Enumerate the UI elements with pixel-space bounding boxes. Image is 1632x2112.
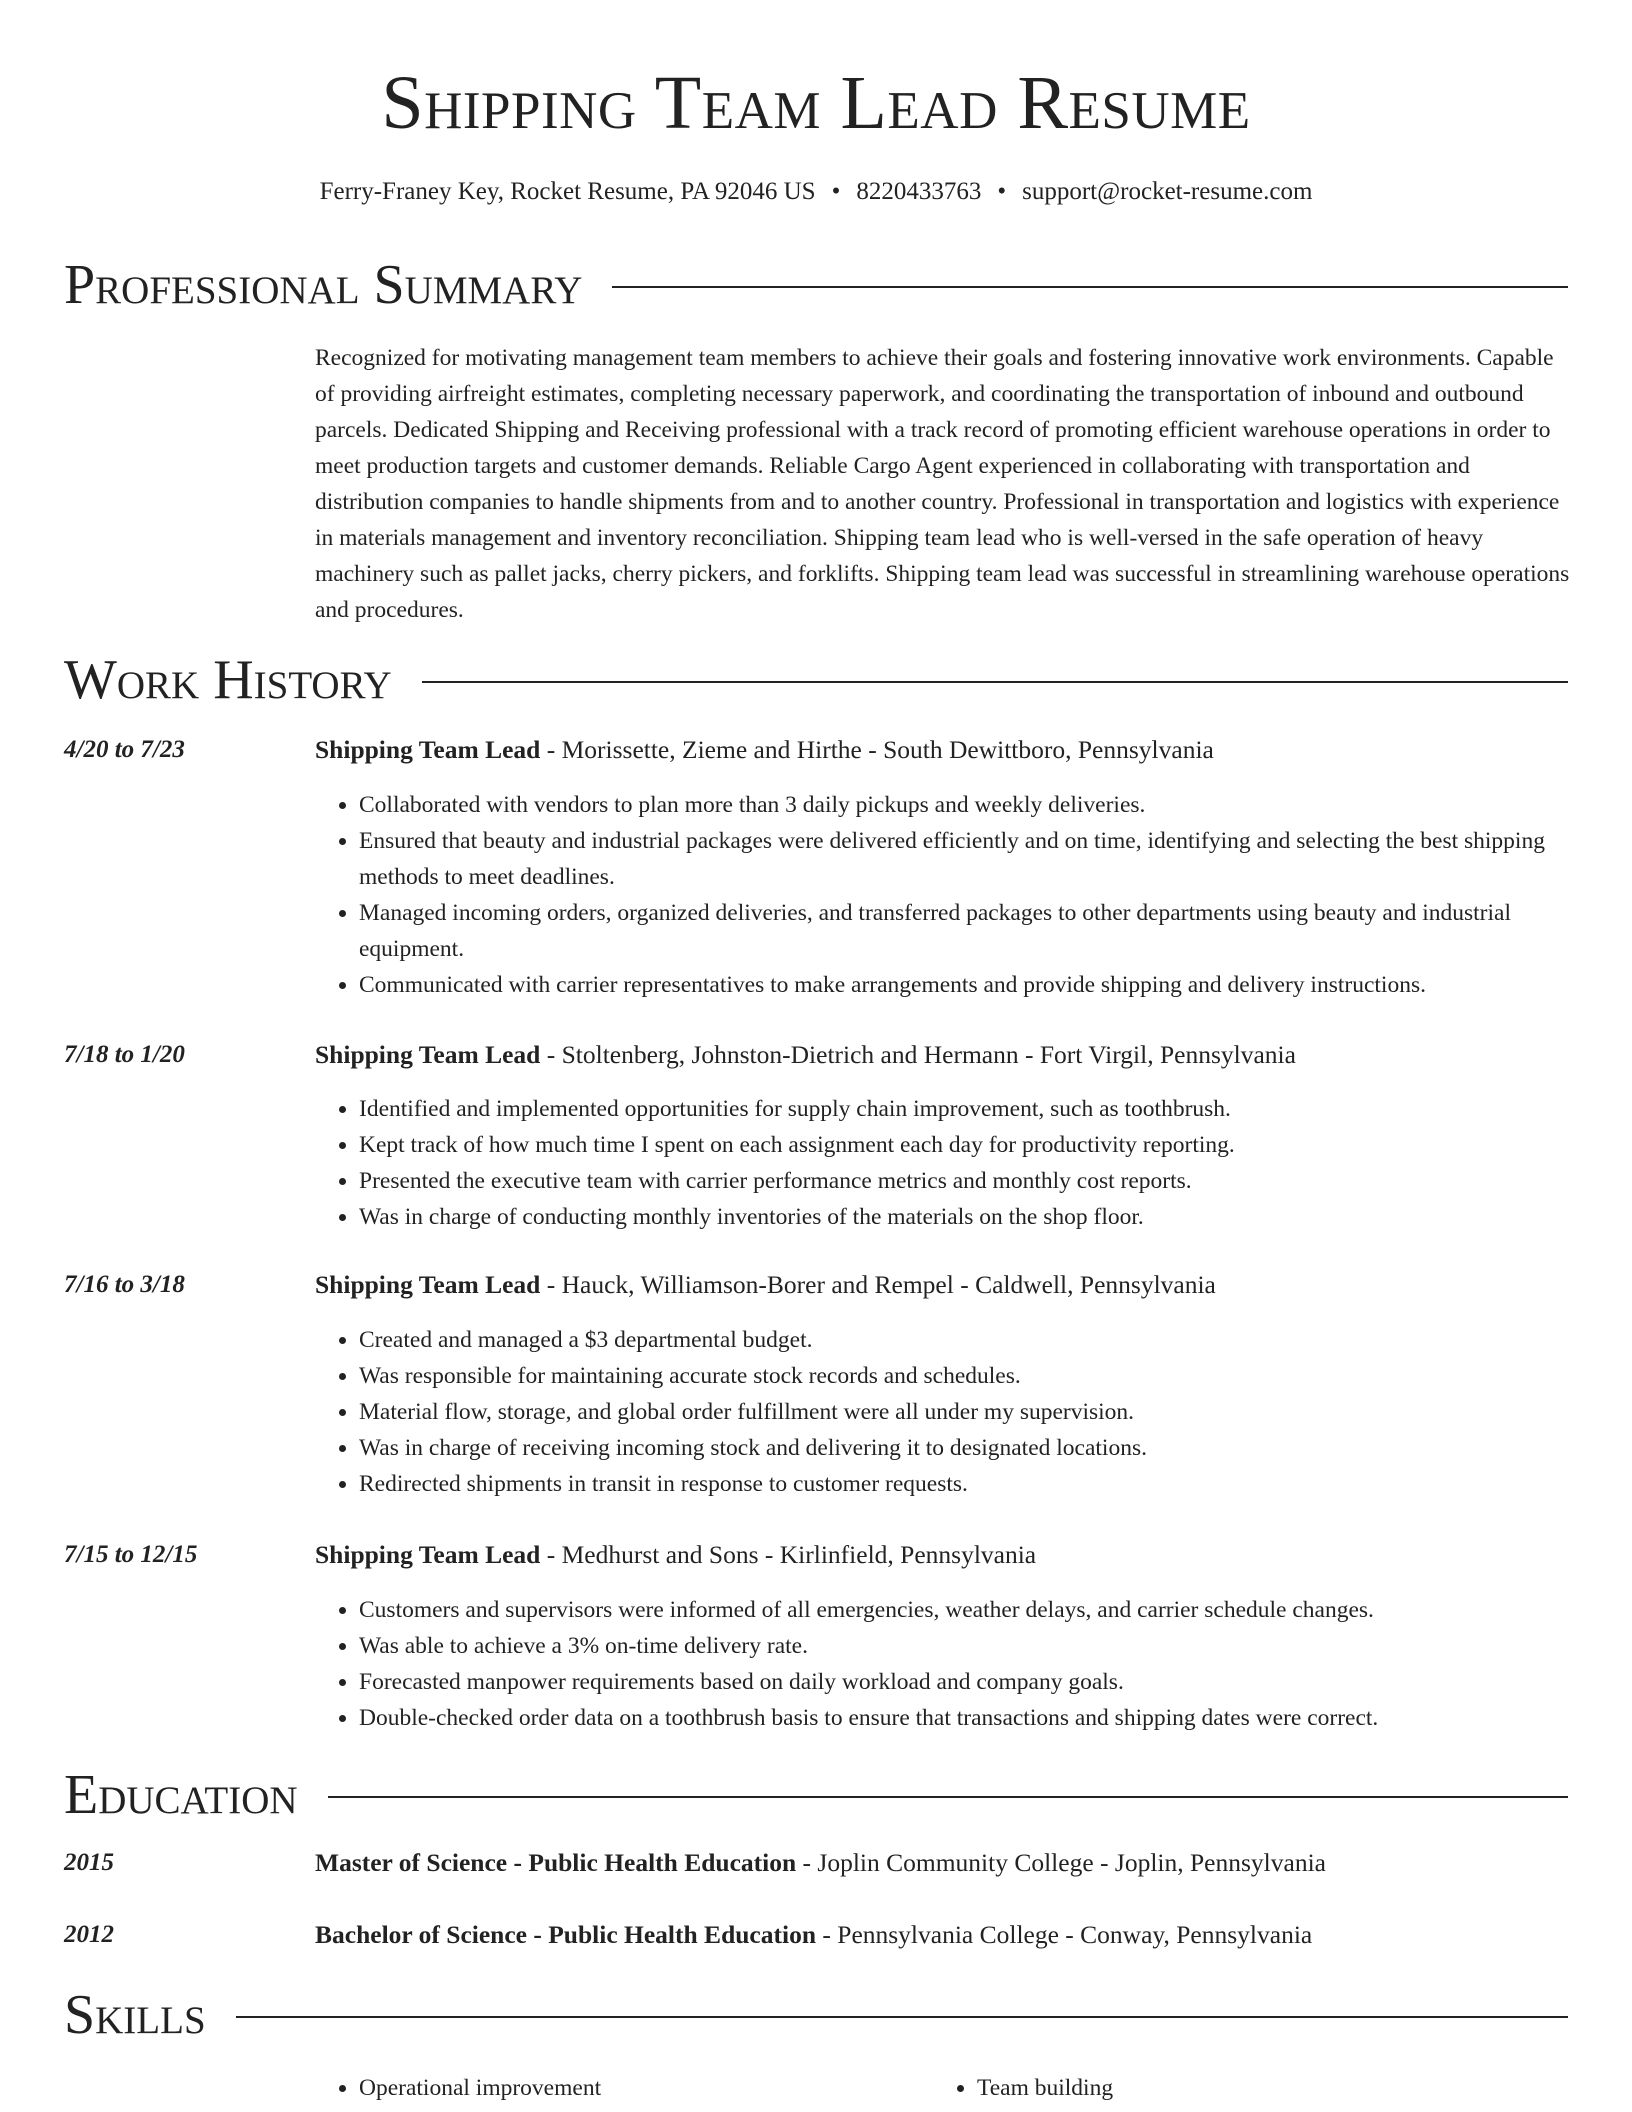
bullet-item: • Presented the executive team with carrier performance metrics and monthly cost reports. [359,1163,1570,1199]
job-dates: 7/15 to 12/15 [64,1541,198,1568]
bullet-item: • Was responsible for maintaining accurate stock records and schedules. [359,1358,1570,1394]
job-bullets [315,1322,1570,1502]
section-header-skills [64,1982,1568,2048]
contact-line [0,175,1632,209]
bullet-item: • Created and managed a $3 departmental budget. [359,1322,1570,1358]
education-school: - Pennsylvania College - Conway, Pennsylvania [816,1920,1313,1949]
section-divider [612,286,1568,288]
job-employer: - Hauck, Williamson-Borer and Rempel - Caldwell, Pennsylvania [540,1270,1216,1299]
bullet-item: • Was able to achieve a 3% on-time delivery rate. [359,1628,1570,1664]
bullet-item: • Collaborated with vendors to plan more than 3 daily pickups and weekly deliveries. [359,787,1570,823]
section-header-summary [64,252,1568,318]
education-entry [315,1846,1570,1880]
section-divider [422,681,1568,683]
job-employer: - Morissette, Zieme and Hirthe - South Dewittboro, Pennsylvania [540,735,1214,764]
section-divider [236,2016,1568,2018]
job-title: Shipping Team Lead [315,1040,541,1069]
job-heading [315,733,1570,767]
education-year: 2012 [64,1921,114,1948]
bullet-item: • Was in charge of receiving incoming stock and delivering it to designated locations. [359,1430,1570,1466]
education-entry [315,1918,1570,1952]
summary-text: Recognized for motivating management team members to achieve their goals and fostering innovative work environments. Capable of providing airfreight estimates, completing necessary paperwork, and coordinating the transportation of inbound and outbound parcels. Dedicated Shipping and Receiving professional with a track record of promoting efficient warehouse operations in order to meet production targets and customer demands. Reliable Cargo Agent experienced in collaborating with transportation and distribution companies to handle shipments from and to another country. Professional in transportation and logistics with experience in materials management and inventory reconciliation. Shipping team lead who is well-versed in the safe operation of heavy machinery such as pallet jacks, cherry pickers, and forklifts. Shipping team lead was successful in streamlining warehouse operations and procedures. [315,345,1570,623]
section-title-education: Education [64,1764,298,1826]
job-bullets [315,787,1570,1003]
education-year: 2015 [64,1849,114,1876]
job-dates: 4/20 to 7/23 [64,736,185,763]
resume-title: Shipping Team Lead Resume [381,61,1251,145]
bullet-item: • Forecasted manpower requirements based on daily workload and company goals. [359,1664,1570,1700]
job-bullets [315,1592,1570,1736]
job-dates: 7/18 to 1/20 [64,1041,185,1068]
bullet-item: • Customers and supervisors were informed of all emergencies, weather delays, and carrier schedule changes. [359,1592,1570,1628]
skills-column [933,2070,1113,2106]
bullet-item: • Ensured that beauty and industrial packages were delivered efficiently and on time, identifying and selecting the best shipping methods to meet deadlines. [359,823,1570,895]
education-degree: Bachelor of Science - Public Health Education [315,1920,817,1949]
contact-email[interactable]: support@rocket-resume.com [1022,178,1313,205]
section-title-skills: Skills [64,1984,206,2046]
job-heading [315,1268,1570,1302]
contact-phone: 8220433763 [856,178,982,205]
contact-separator: • [997,178,1007,205]
job-employer: - Stoltenberg, Johnston-Dietrich and Hermann - Fort Virgil, Pennsylvania [540,1040,1296,1069]
contact-separator: • [831,178,841,205]
section-title-summary: Professional Summary [64,254,583,316]
job-heading [315,1038,1570,1072]
section-header-education [64,1762,1568,1828]
section-divider [328,1796,1568,1798]
education-degree: Master of Science - Public Health Education [315,1848,797,1877]
skill-item: • Team building [977,2070,1113,2106]
bullet-item: • Redirected shipments in transit in response to customer requests. [359,1466,1570,1502]
job-bullets [315,1091,1570,1235]
education-school: - Joplin Community College - Joplin, Pennsylvania [796,1848,1326,1877]
job-dates: 7/16 to 3/18 [64,1271,185,1298]
contact-address: Ferry-Franey Key, Rocket Resume, PA 92046 US [319,178,816,205]
bullet-item: • Managed incoming orders, organized deliveries, and transferred packages to other departments using beauty and industrial equipment. [359,895,1570,967]
bullet-item: • Material flow, storage, and global order fulfillment were all under my supervision. [359,1394,1570,1430]
job-employer: - Medhurst and Sons - Kirlinfield, Pennsylvania [540,1540,1037,1569]
job-title: Shipping Team Lead [315,1270,541,1299]
bullet-item: • Was in charge of conducting monthly inventories of the materials on the shop floor. [359,1199,1570,1235]
bullet-item: • Kept track of how much time I spent on each assignment each day for productivity reporting. [359,1127,1570,1163]
job-title: Shipping Team Lead [315,735,541,764]
bullet-item: • Identified and implemented opportunities for supply chain improvement, such as toothbrush. [359,1091,1570,1127]
section-title-work: Work History [64,649,392,711]
skill-item: • Operational improvement [359,2070,601,2106]
bullet-item: • Double-checked order data on a toothbrush basis to ensure that transactions and shipping dates were correct. [359,1700,1570,1736]
bullet-item: • Communicated with carrier representatives to make arrangements and provide shipping and delivery instructions. [359,967,1570,1003]
skills-column [315,2070,601,2106]
job-title: Shipping Team Lead [315,1540,541,1569]
section-header-work [64,647,1568,713]
skills-list [315,2070,1570,2110]
job-heading [315,1538,1570,1572]
